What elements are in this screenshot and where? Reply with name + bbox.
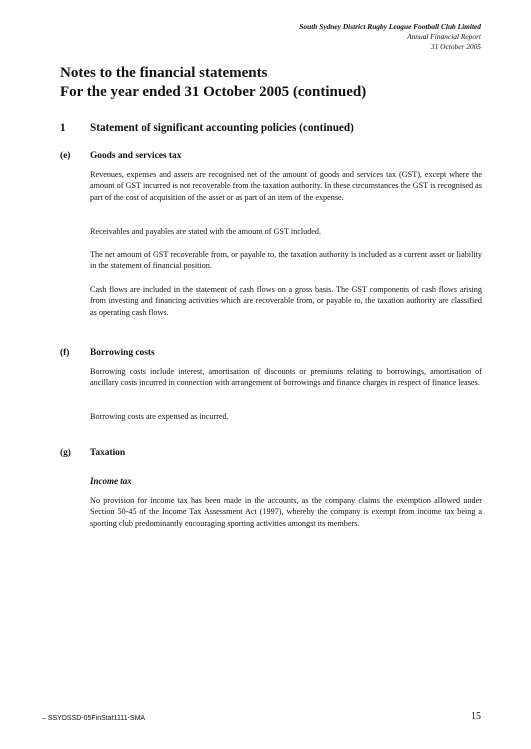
borrowing-paragraph: Borrowing costs include interest, amortisation of discounts or premiums relating to borrowings, amortisation of ancillary costs incurred in connection with arrangement of borrowings and finance charges in respect of finance leases. [90,367,482,388]
borrowing-paragraph: Borrowing costs are expensed as incurred. [90,412,229,421]
taxation-paragraph: No provision for income tax has been made in the accounts, as the company claims the exemption allowed under Section 50-45 of the Income Tax Assessment Act (1997), whereby the company is exempt from income tax being a sporting club predominantly encouraging sporting activities amongst its members. [90,496,482,528]
borrowing-letter: (f) [60,348,70,358]
gst-paragraph: Cash flows are included in the statement of cash flows on a gross basis. The GST components of cash flows arising from investing and financing activities which are recoverable from, or payable to, the taxation authority are classified as operating cash flows. [90,285,482,317]
page-title [60,64,366,102]
taxation-heading [60,447,125,459]
section-title: Statement of significant accounting policies (continued) [90,122,354,134]
gst-heading [60,150,181,162]
gst-title: Goods and services tax [90,151,182,161]
section-heading [60,121,481,135]
header-date: 31 October 2005 [430,42,481,51]
taxation-letter: (g) [60,448,71,458]
gst-paragraph: Revenues, expenses and assets are recognised net of the amount of goods and services tax (GST), except where the amount of GST incurred is not recoverable from the taxation authority. In these circumstances the GST is recognised as part of the cost of acquisition of the asset or as part of an item of the expense. [90,170,482,202]
header-organization: South Sydney District Rugby League Football Club Limited [299,22,481,31]
page-number: 15 [471,711,481,722]
header-report: Annual Financial Report [407,32,481,41]
title-line-2: For the year ended 31 October 2005 (continued) [60,84,367,100]
document-code: – SSYDSSD-05FinStat1111-SMA [42,715,146,722]
borrowing-title: Borrowing costs [90,348,155,358]
section-number: 1 [60,122,66,134]
page-header [299,22,481,52]
gst-paragraph: The net amount of GST recoverable from, or payable to, the taxation authority is included as a current asset or liability in the statement of financial position. [90,250,482,271]
title-line-1: Notes to the financial statements [60,65,268,81]
gst-letter: (e) [60,151,71,161]
taxation-title: Taxation [90,448,126,458]
borrowing-heading [60,347,155,359]
gst-paragraph: Receivables and payables are stated with the amount of GST included. [90,227,322,236]
income-tax-subheading: Income tax [90,476,132,486]
